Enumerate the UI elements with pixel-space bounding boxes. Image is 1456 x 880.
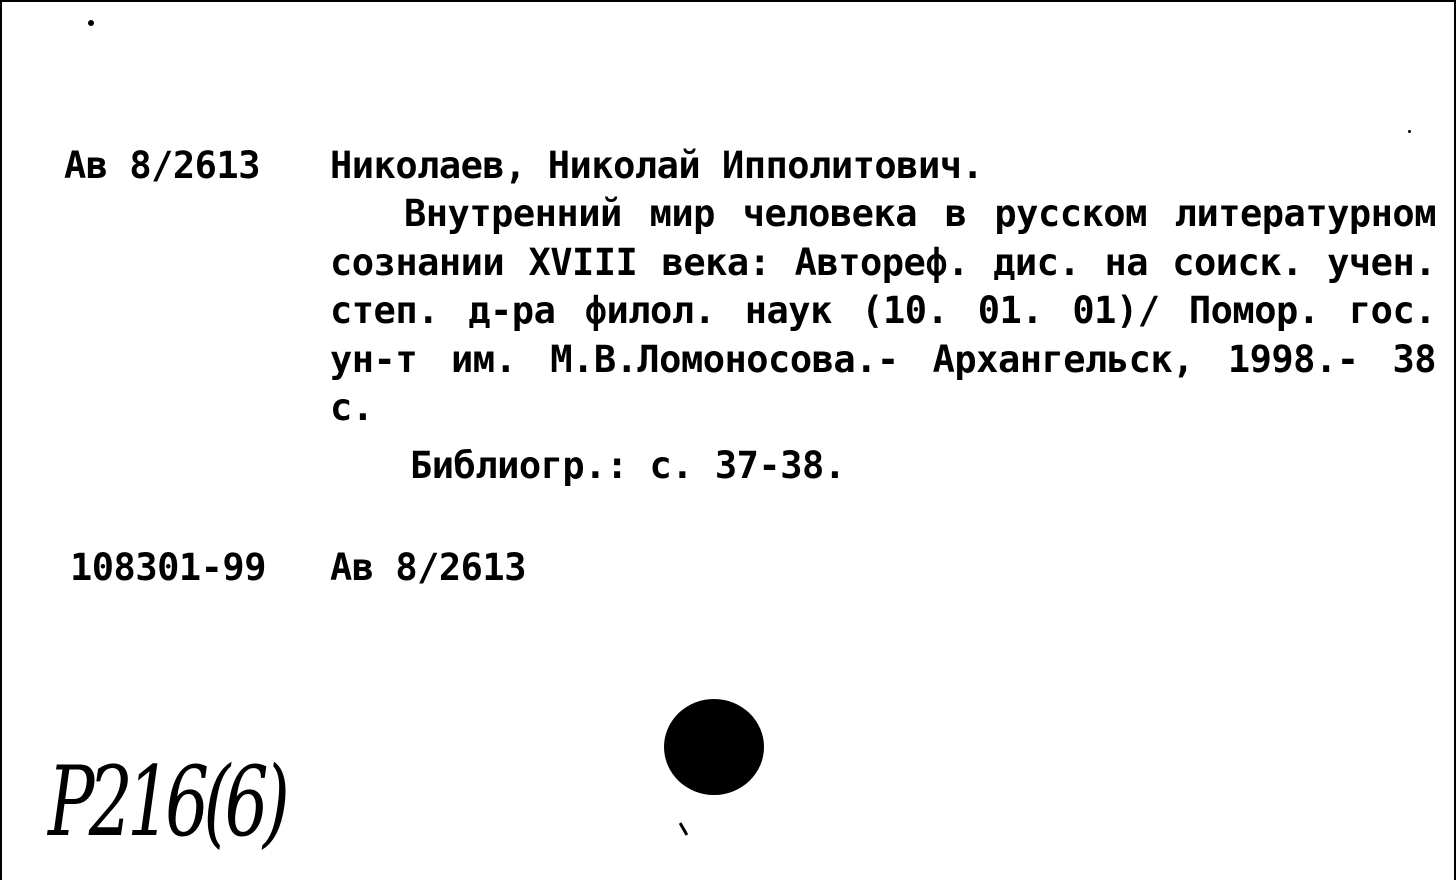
title-description: Внутренний мир человека в русском литературном сознании XVIII века: Автореф. дис. на соиск. учен. степ. д-ра филол. наук (10. 01. 01)/ Помор. гос. ун-т им. М.В.Ломоносова.- Архангельск, 1998.- 38 с. — [330, 192, 1436, 429]
ink-speck — [1408, 130, 1411, 133]
handwritten-classification-mark: P216(6) — [48, 746, 285, 858]
bibliography-note: Библиогр.: с. 37-38. — [410, 444, 846, 487]
ink-speck — [88, 20, 94, 26]
ink-speck — [679, 822, 689, 836]
call-number-top: Ав 8/2613 — [64, 144, 260, 187]
author-heading: Николаев, Николай Ипполитович. — [330, 144, 984, 187]
call-number-bottom: Ав 8/2613 — [330, 546, 526, 589]
punch-hole — [664, 699, 764, 795]
inventory-number: 108301-99 — [70, 546, 266, 589]
